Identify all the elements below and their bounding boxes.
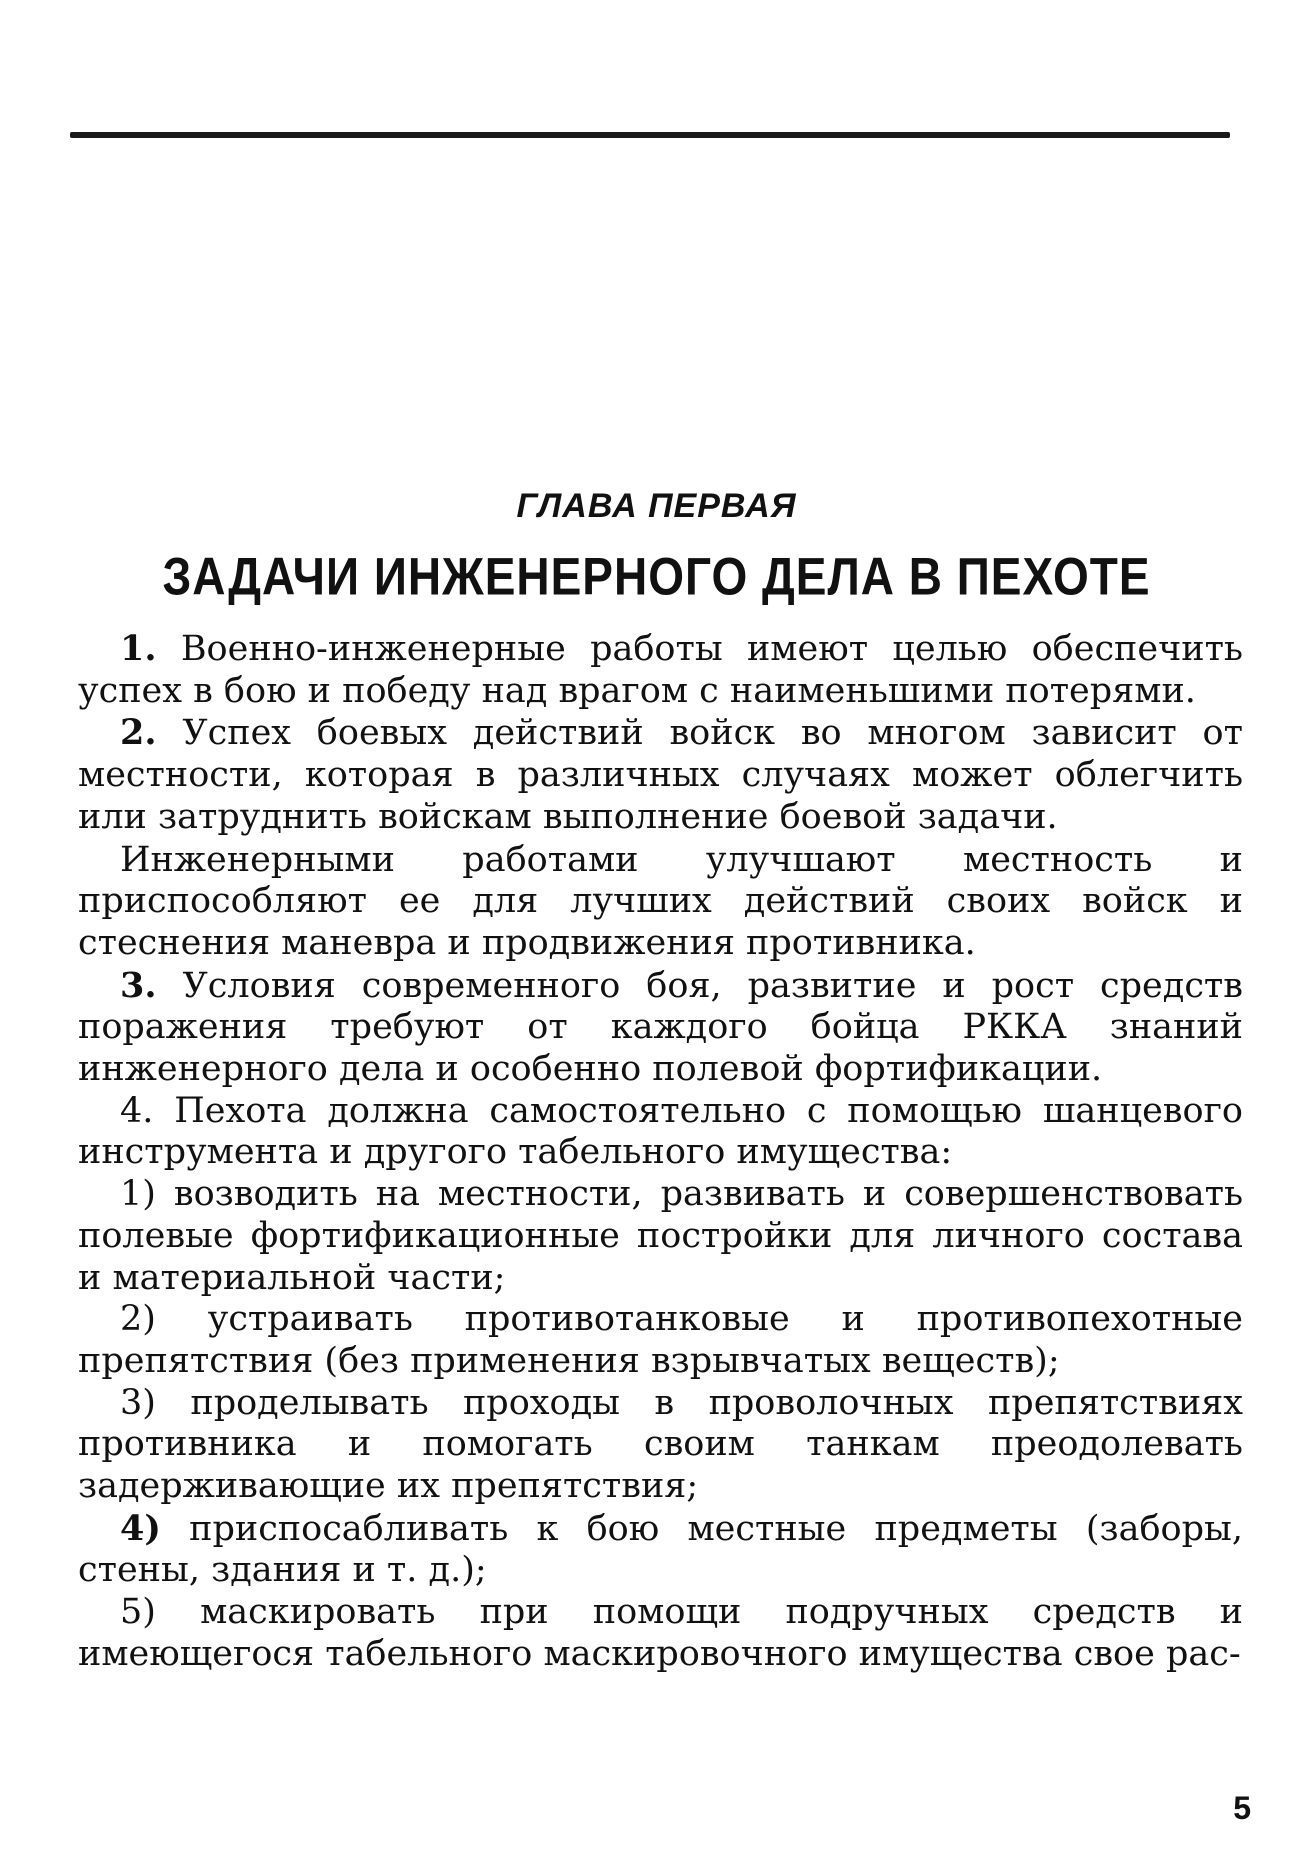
paragraph	[78, 839, 1243, 965]
paragraph-number: 3.	[120, 964, 157, 1006]
chapter-title: ЗАДАЧИ ИНЖЕНЕРНОГО ДЕЛА В ПЕХОТЕ	[162, 546, 1151, 606]
paragraph-text: Условия современного боя, развитие и рост средств поражения требуют от каждого бойца РККА знаний инженерного дела и особенно полевой фортификации.	[78, 965, 1243, 1090]
paragraph-text: Военно-инженерные работы имеют целью обеспечить успех в бою и победу над врагом с наименьшими потерями.	[78, 629, 1243, 711]
list-item	[78, 1508, 1243, 1592]
list-item-number: 2)	[120, 1299, 156, 1340]
list-item-number: 3)	[120, 1382, 156, 1423]
top-rule	[70, 132, 1230, 138]
page-number: 5	[1233, 1790, 1251, 1826]
list-item	[78, 1592, 1243, 1675]
list-item-text: возводить на местности, развивать и совершенствовать полевые фортификационные постройки для личного состава и материальной части;	[78, 1174, 1243, 1298]
list-item-number: 4)	[120, 1507, 161, 1549]
list-item-text: устраивать противотанковые и противопехотные препятствия (без применения взрывчатых веществ);	[78, 1299, 1243, 1381]
body-text	[78, 628, 1243, 1676]
paragraph-number: 1.	[120, 628, 157, 669]
paragraph	[78, 965, 1243, 1091]
list-item-number: 5)	[120, 1592, 156, 1633]
paragraph-text: Успех боевых действий войск во многом зависит от местности, которая в различных случаях может облегчить или затруднить войскам выполнение боевой задачи.	[78, 713, 1243, 837]
paragraph	[78, 628, 1243, 712]
list-item-text: маскировать при помощи подручных средств и имеющегося табельного маскировочного имущества свое рас-	[78, 1592, 1243, 1674]
paragraph-text: Инженерными работами улучшают местность и приспособляют ее для лучших действий своих войск и стеснения маневра и продвижения противника.	[78, 839, 1243, 963]
list-item	[78, 1174, 1243, 1299]
list-item	[78, 1299, 1243, 1382]
paragraph	[78, 1091, 1243, 1174]
list-item	[78, 1383, 1243, 1508]
chapter-heading	[0, 482, 1313, 606]
paragraph-number: 2.	[120, 712, 157, 754]
chapter-label: ГЛАВА ПЕРВАЯ	[516, 487, 797, 525]
paragraph-text: Пехота должна самостоятельно с помощью шанцевого инструмента и другого табельного имущества:	[78, 1090, 1243, 1173]
list-item-text: приспосабливать к бою местные предметы (заборы, стены, здания и т. д.);	[78, 1508, 1243, 1591]
paragraph	[78, 712, 1243, 838]
paragraph-number: 4.	[120, 1090, 154, 1131]
list-item-number: 1)	[120, 1174, 156, 1215]
list-item-text: проделывать проходы в проволочных препятствиях противника и помогать своим танкам преодолевать задерживающие их препятствия;	[78, 1382, 1243, 1507]
